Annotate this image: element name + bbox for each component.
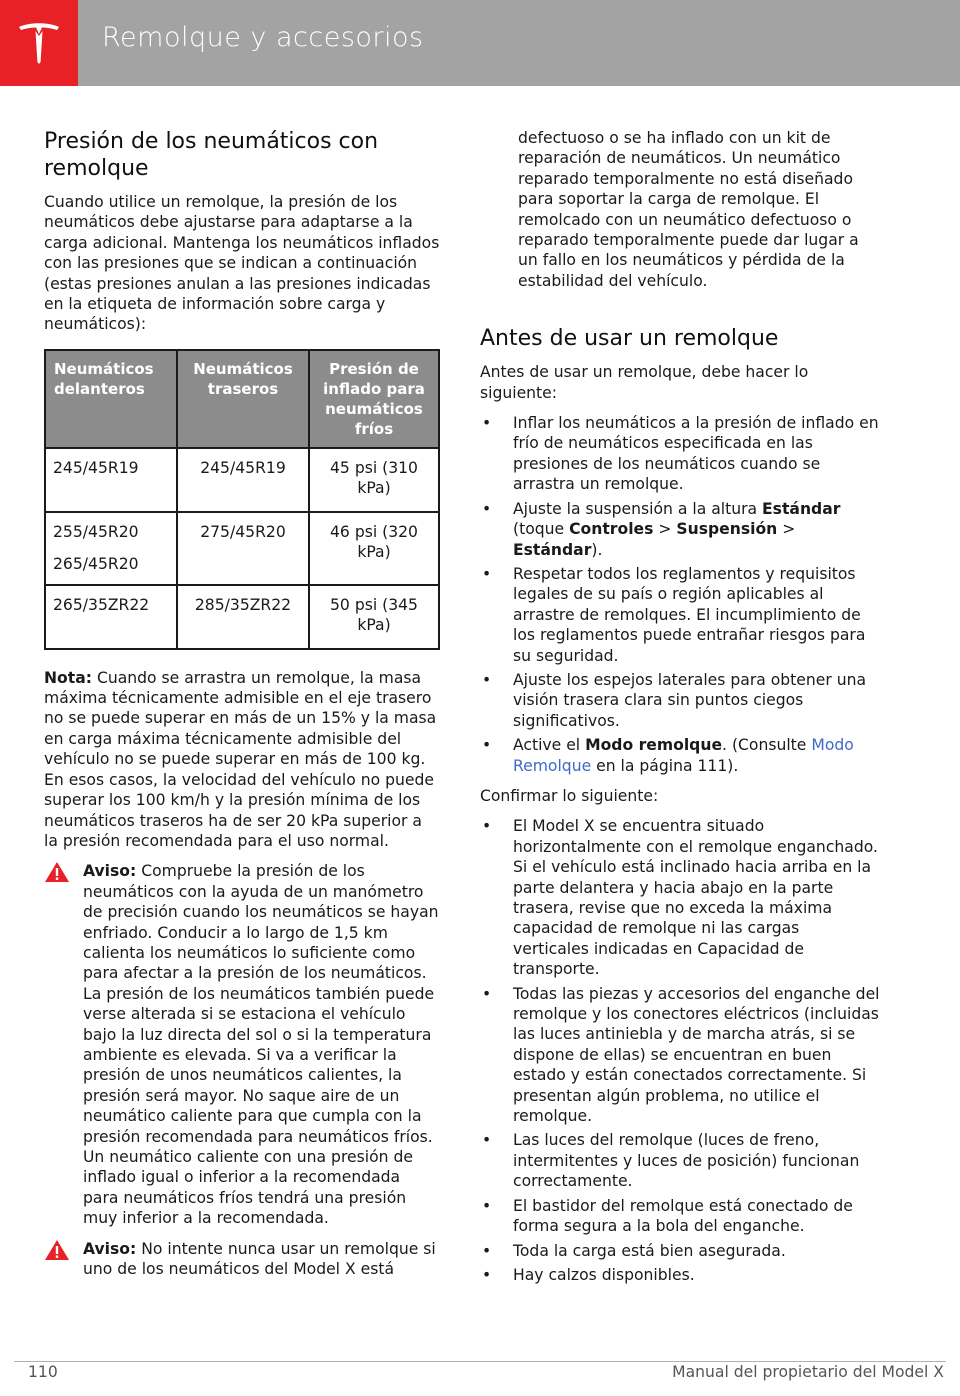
warning-continuation: defectuoso o se ha inflado con un kit de reparación de neumáticos. Un neumático reparado temporalmente no está diseñado para soportar la carga de remolque. El remolcado con un neumático defectuoso o reparado temporalmente puede dar lugar a un fallo en los neumáticos y pérdida de la estabilidad del vehículo.: [518, 129, 859, 290]
list-item: • Active el Modo remolque. (Consulte Modo Remolque en la página 111).: [480, 735, 880, 776]
confirm-intro: Confirmar lo siguiente:: [480, 786, 659, 805]
warning-label: Aviso:: [83, 1239, 137, 1258]
list-item: • Inflar los neumáticos a la presión de inflado en frío de neumáticos especificada en las presiones de los neumáticos cuando se arrastra un remolque.: [480, 413, 880, 495]
confirm-list: [480, 816, 880, 1285]
list-item: • Las luces del remolque (luces de freno, intermitentes y luces de posición) funcionan correctamente.: [480, 1130, 880, 1191]
left-column: [44, 128, 440, 1289]
page-header: [0, 0, 960, 86]
footer-divider: [14, 1361, 946, 1362]
list-item: • Ajuste la suspensión a la altura Estándar (toque Controles > Suspensión > Estándar).: [480, 499, 880, 560]
tire-pressure-table: [44, 349, 440, 650]
intro-paragraph: Cuando utilice un remolque, la presión de los neumáticos debe ajustarse para adaptarse a la carga adicional. Mantenga los neumáticos inflados con las presiones que se indican a continuación (estas presiones anulan a las presiones indicadas en la etiqueta de información sobre carga y neumáticos):: [44, 193, 440, 334]
heading-tire-pressure: Presión de los neumáticos con remolque: [44, 129, 379, 181]
warning-block: [44, 1239, 440, 1280]
cell-pressure: 50 psi (345 kPa): [309, 585, 439, 649]
list-item: • Hay calzos disponibles.: [480, 1265, 880, 1285]
heading-before-towing: Antes de usar un remolque: [480, 326, 779, 352]
list-item: • Respetar todos los reglamentos y requisitos legales de su país o región aplicables al arrastre de remolques. El incumplimiento de los reglamentos puede entrañar riesgos para su seguridad.: [480, 564, 880, 666]
list-item: • Ajuste los espejos laterales para obtener una visión trasera clara sin puntos ciegos significativos.: [480, 670, 880, 731]
list-item: • El Model X se encuentra situado horizontalmente con el remolque enganchado. Si el vehículo está inclinado hacia arriba en la parte delantera y hacia abajo en la parte trasera, revise que no exceda la máxima capacidad de remolque ni las cargas verticales indicadas en Capacidad de transporte.: [480, 816, 880, 979]
cell-rear: 245/45R19: [177, 448, 309, 512]
cell-front: [45, 512, 177, 585]
footer-manual-title: Manual del propietario del Model X: [672, 1363, 944, 1381]
list-item: • El bastidor del remolque está conectado de forma segura a la bola del enganche.: [480, 1196, 880, 1237]
table-row: [45, 448, 439, 512]
list-item: • Todas las piezas y accesorios del enganche del remolque y los conectores eléctricos (incluidas las luces antiniebla y de marcha atrás, si se dispone de ellas) se encuentran en buen estado y están conectados correctamente. Si presentan algún problema, no utilice el remolque.: [480, 984, 880, 1127]
cell-rear: 275/45R20: [177, 512, 309, 585]
section-title: Remolque y accesorios: [102, 22, 424, 53]
tesla-logo-icon: [15, 18, 63, 68]
note-label: Nota:: [44, 668, 92, 687]
warning-text: Compruebe la presión de los neumáticos con la ayuda de un manómetro de precisión cuando los neumáticos se hayan enfriado. Conducir a lo largo de 1,5 km calienta los neumáticos lo suficiente como para afectar a la presión de los neumáticos. La presión de los neumáticos también puede verse alterada si se estaciona el vehículo bajo la luz directa del sol o si la temperatura ambiente es elevada. Si va a verificar la presión de unos neumáticos calientes, la presión será mayor. No saque aire de un neumático caliente para que cumpla con la presión recomendada para neumáticos fríos. Un neumático caliente con una presión de inflado igual o inferior a la recomendada para neumáticos fríos tendrá una presión muy inferior a la recomendada.: [83, 862, 439, 1228]
page-number: 110: [28, 1363, 58, 1381]
warning-icon: [44, 861, 70, 883]
front-size: 255/45R20: [53, 522, 139, 541]
header-front-tires: Neumáticos delanteros: [45, 350, 177, 448]
cell-pressure: 46 psi (320 kPa): [309, 512, 439, 585]
header-rear-tires: Neumáticos traseros: [177, 350, 309, 448]
before-towing-intro: Antes de usar un remolque, debe hacer lo siguiente:: [480, 363, 809, 402]
table-header-row: [45, 350, 439, 448]
cell-pressure: 45 psi (310 kPa): [309, 448, 439, 512]
before-towing-list: [480, 413, 880, 776]
warning-text: No intente nunca usar un remolque si uno de los neumáticos del Model X está: [83, 1239, 436, 1279]
note-text: Cuando se arrastra un remolque, la masa máxima técnicamente admisible en el eje trasero no se puede superar en más de un 15% y la masa en carga máxima técnicamente admisible del vehículo no se puede superar en más de 100 kg. En esos casos, la velocidad del vehículo no puede superar los 100 km/h y la presión mínima de los neumáticos traseros ha de ser 20 kPa superior a la presión recomendada para el uso normal.: [44, 668, 437, 850]
note-paragraph: [44, 668, 440, 852]
warning-block: [44, 861, 440, 1228]
cell-front: 245/45R19: [45, 448, 177, 512]
trailer-mode-link[interactable]: Modo Remolque: [513, 736, 854, 775]
right-column: [480, 128, 880, 1295]
table-row: [45, 585, 439, 649]
warning-label: Aviso:: [83, 862, 137, 881]
table-row: [45, 512, 439, 585]
header-cold-pressure: Presión de inflado para neumáticos fríos: [309, 350, 439, 448]
warning-icon: [44, 1239, 70, 1261]
front-size: 265/45R20: [53, 555, 139, 574]
cell-rear: 285/35ZR22: [177, 585, 309, 649]
cell-front: 265/35ZR22: [45, 585, 177, 649]
brand-logo-box: [0, 0, 78, 86]
list-item: • Toda la carga está bien asegurada.: [480, 1241, 880, 1261]
